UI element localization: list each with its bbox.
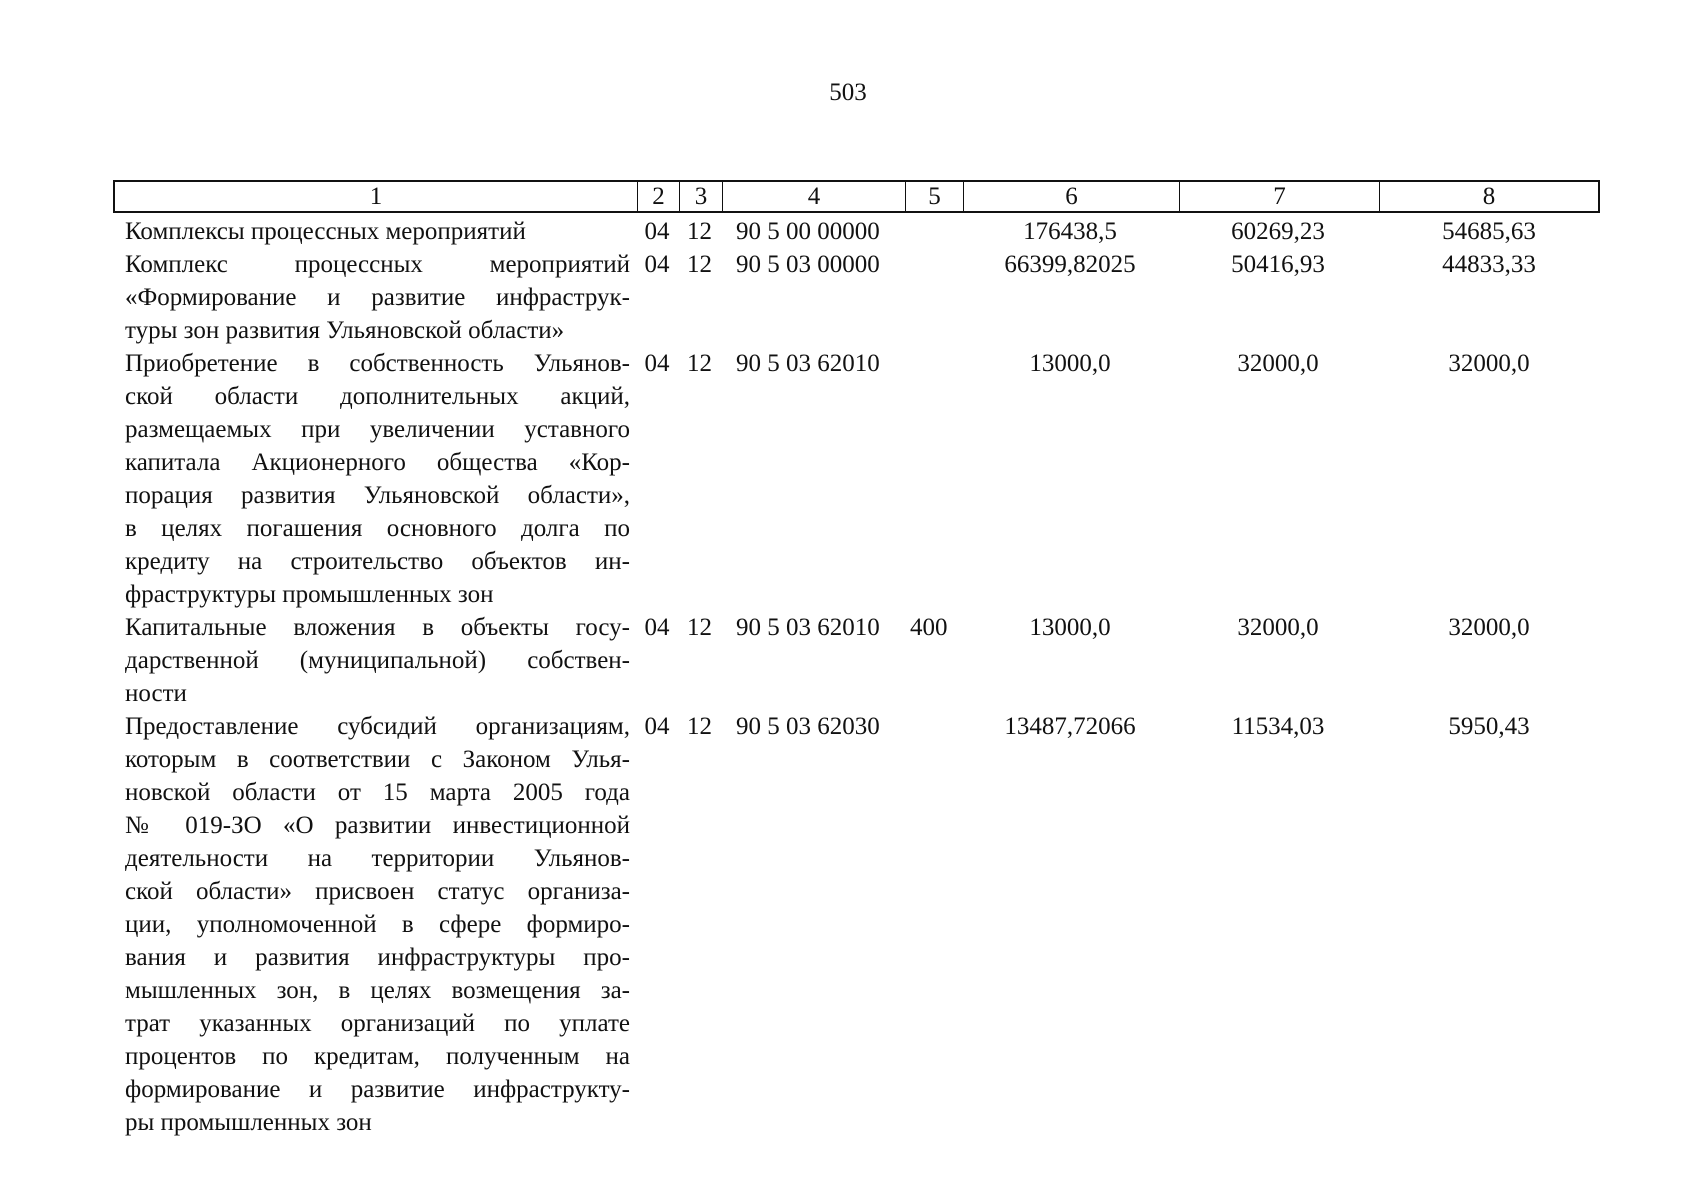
table-body (113, 215, 1600, 1139)
row-name-line: капитала Акционерного общества «Кор- (125, 449, 630, 476)
row-name-line: ской области дополнительных акций, (125, 383, 630, 410)
row-value-col8: 44833,33 (1442, 251, 1536, 278)
row-name-line: вания и развития инфраструктуры про- (125, 944, 630, 971)
column-header-3: 3 (680, 182, 723, 211)
row-value-col8: 5950,43 (1448, 713, 1530, 740)
row-subsection: 12 (687, 350, 712, 377)
row-name-line: в целях погашения основного долга по (125, 515, 630, 542)
row-name-line: порация развития Ульяновской области», (125, 482, 630, 509)
row-name-line: фраструктуры промышленных зон (125, 581, 494, 608)
row-section: 04 (644, 218, 670, 245)
row-subsection: 12 (687, 614, 712, 641)
row-expense-type: 400 (910, 614, 948, 641)
column-header-row (113, 180, 1600, 213)
table-row (113, 248, 1600, 347)
row-value-col6: 13000,0 (1029, 350, 1111, 377)
row-value-col6: 66399,82025 (1004, 251, 1136, 278)
table-row (113, 710, 1600, 1139)
row-value-col7: 32000,0 (1237, 614, 1319, 641)
page-number: 503 (829, 79, 867, 106)
row-name-line: деятельности на территории Ульянов- (125, 845, 630, 872)
row-value-col8: 54685,63 (1442, 218, 1536, 245)
row-name (113, 347, 636, 611)
row-name-line: трат указанных организаций по уплате (125, 1010, 630, 1037)
column-header-6: 6 (964, 182, 1180, 211)
row-target-code: 90 5 03 62010 (736, 350, 880, 377)
row-section: 04 (644, 350, 670, 377)
row-subsection: 12 (687, 713, 712, 740)
row-name (113, 215, 636, 248)
table-row (113, 347, 1600, 611)
row-target-code: 90 5 03 62030 (736, 713, 880, 740)
column-header-4: 4 (723, 182, 906, 211)
row-name-line: новской области от 15 марта 2005 года (125, 779, 630, 806)
row-value-col7: 60269,23 (1231, 218, 1325, 245)
row-name-line: кредиту на строительство объектов ин- (125, 548, 630, 575)
row-name-line: туры зон развития Ульяновской области» (125, 317, 565, 344)
row-name-line: Капитальные вложения в объекты госу- (125, 614, 630, 641)
column-header-1: 1 (115, 182, 638, 211)
row-value-col7: 11534,03 (1231, 713, 1325, 740)
row-name-line: «Формирование и развитие инфраструк- (125, 284, 630, 311)
row-value-col8: 32000,0 (1448, 350, 1530, 377)
row-name-line: Комплекс процессных мероприятий (125, 251, 630, 278)
row-section: 04 (644, 251, 670, 278)
row-name (113, 710, 636, 1139)
row-value-col8: 32000,0 (1448, 614, 1530, 641)
row-target-code: 90 5 03 00000 (736, 251, 880, 278)
row-name-line: Приобретение в собственность Ульянов- (125, 350, 630, 377)
column-header-8: 8 (1482, 183, 1496, 210)
row-name-line: Комплексы процессных мероприятий (125, 218, 526, 245)
row-name-line: дарственной (муниципальной) собствен- (125, 647, 630, 674)
row-name-line: ции, уполномоченной в сфере формиро- (125, 911, 630, 938)
column-header-7: 7 (1180, 182, 1380, 211)
row-name-line: формирование и развитие инфраструкту- (125, 1076, 630, 1103)
row-section: 04 (644, 614, 670, 641)
row-value-col6: 13000,0 (1029, 614, 1111, 641)
row-value-col6: 13487,72066 (1004, 713, 1136, 740)
row-name-line: размещаемых при увеличении уставного (125, 416, 630, 443)
row-target-code: 90 5 03 62010 (736, 614, 880, 641)
row-name (113, 611, 636, 710)
row-name-line: № 019-ЗО «О развитии инвестиционной (125, 812, 630, 839)
table-row (113, 611, 1600, 710)
table-row (113, 215, 1600, 248)
row-name-line: ры промышленных зон (125, 1109, 372, 1136)
row-name-line: ской области» присвоен статус организа- (125, 878, 630, 905)
row-name-line: ности (125, 680, 187, 707)
row-name (113, 248, 636, 347)
row-value-col7: 32000,0 (1237, 350, 1319, 377)
row-subsection: 12 (687, 251, 712, 278)
row-value-col6: 176438,5 (1023, 218, 1117, 245)
row-section: 04 (644, 713, 670, 740)
row-name-line: мышленных зон, в целях возмещения за- (125, 977, 630, 1004)
column-header-2: 2 (638, 182, 680, 211)
row-name-line: процентов по кредитам, полученным на (125, 1043, 630, 1070)
row-value-col7: 50416,93 (1231, 251, 1325, 278)
row-subsection: 12 (687, 218, 712, 245)
row-name-line: которым в соответствии с Законом Улья- (125, 746, 630, 773)
row-name-line: Предоставление субсидий организациям, (125, 713, 630, 740)
column-header-5: 5 (906, 182, 964, 211)
row-target-code: 90 5 00 00000 (736, 218, 880, 245)
